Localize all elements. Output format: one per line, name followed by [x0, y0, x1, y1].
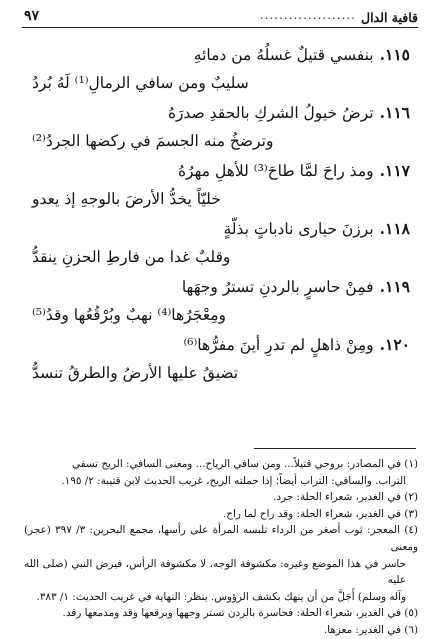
running-header [22, 9, 418, 28]
verse-number: ١١٥. [379, 45, 410, 64]
hemistich-text: سليبٌ ومن سافي الرمالِ⁽¹⁾ لَهُ بُردُ [32, 74, 249, 92]
verse-number: ١٢٠. [379, 335, 410, 354]
hemistich-text: ومِعْجَرُها⁽⁴⁾ نهبٌ وبُرْقُعُها وقدُ⁽⁵⁾ [32, 306, 226, 324]
verse-number: ١١٧. [379, 161, 410, 180]
footnote-2: (٢) في الغدير، شعراء الحلة: جرد. [273, 491, 418, 504]
hemistich-text: وقلبٌ غدا من فارطِ الحزنِ ينقدُّ [32, 248, 231, 266]
footnote-3: (٣) في الغدير، شعراء الحلة: وقد راح لما راح. [222, 507, 418, 520]
hemistich-text: برزنَ حيارى نادباتٍ بذلّةٍ [223, 220, 374, 238]
verse-119-first-hemistich [26, 272, 416, 301]
verse-number: ١١٩. [379, 277, 410, 296]
chapter-title: قافية الدال [361, 10, 418, 25]
verse-115-first-hemistich [26, 40, 416, 69]
hemistich-text: ترضُ خيولُ الشركِ بالحقدِ صدرَهُ [167, 104, 374, 122]
verse-116-second-hemistich [26, 127, 416, 156]
verse-119-second-hemistich [26, 301, 416, 330]
hemistich-text: تضيقُ عليها الأرضُ والطرقُ تنسدُّ [32, 364, 239, 382]
verse-number: ١١٨. [379, 219, 410, 238]
header-leader-dots: .................... [259, 8, 356, 22]
hemistich-text: بنفسي قتيلٌ غسلُهُ من دمائهِ [193, 46, 374, 64]
poem-verses [26, 40, 416, 388]
footnote-5: (٥) في الغدير، شعراء الحلة: فحاسرة بالردن تستر وجهها وبرقعها وقد ومدمعها رقد. [62, 607, 418, 620]
hemistich-text: خليّاً يخدُّ الأرضَ بالوجهِ إذ يعدو [32, 190, 221, 208]
footnote-4-continued: حاسر في هذا الموضع وغيره: مكشوفة الوجه، لا مكشوفة الرأس، فيرض النبي (صلى الله عليه [24, 557, 406, 587]
footnote-1-continued: التراب. والسافي: التراب أيضاً؛ إذا حملته الريح، غريب الحديث لابن قتيبة: ٢/ ١٩٥. [61, 474, 406, 487]
footnotes [24, 456, 418, 639]
verse-120-first-hemistich [26, 330, 416, 359]
verse-118-first-hemistich [26, 214, 416, 243]
footnote-4-continued: وآله وسلم) أَجَلَّ من أن ينهك بكشف الرؤوس. ينظر: النهاية في غريب الحديث: ١/ ٣٨٣. [36, 590, 406, 603]
verse-117-second-hemistich [26, 185, 416, 214]
footnote-separator [254, 448, 416, 449]
page-number: ٩٧ [24, 8, 40, 24]
verse-120-second-hemistich [26, 359, 416, 388]
hemistich-text: ومِنْ ذاهلٍ لم تدرِ أينَ مفرُّها⁽⁶⁾ [183, 336, 374, 354]
footnote-6: (٦) في الغدير: معزها. [323, 623, 418, 636]
verse-115-second-hemistich [26, 69, 416, 98]
hemistich-text: وترضخُ منه الجسمَ في ركضها الجردُ⁽²⁾ [32, 132, 274, 150]
verse-117-first-hemistich [26, 156, 416, 185]
verse-number: ١١٦. [379, 103, 410, 122]
footnote-4: (٤) المعجر: ثوب أصغر من الرداء تلبسه المرأة على رأسها، مجمع البحرين: ٣/ ٣٩٧ (عجر) ومعنى [24, 524, 418, 553]
footnote-1: (١) في المصادر: بروحي قتيلاً... ومن سافي الرياح... ومعنى السافي: الريح تسفي [71, 458, 418, 470]
verse-118-second-hemistich [26, 243, 416, 272]
hemistich-text: ومذ راحَ لمَّا طاحَ⁽³⁾ للأهلِ مهرُهُ [177, 162, 374, 180]
verse-116-first-hemistich [26, 98, 416, 127]
hemistich-text: فمِنْ حاسرٍ بالردنِ تسترُ وجهَها [181, 278, 374, 296]
